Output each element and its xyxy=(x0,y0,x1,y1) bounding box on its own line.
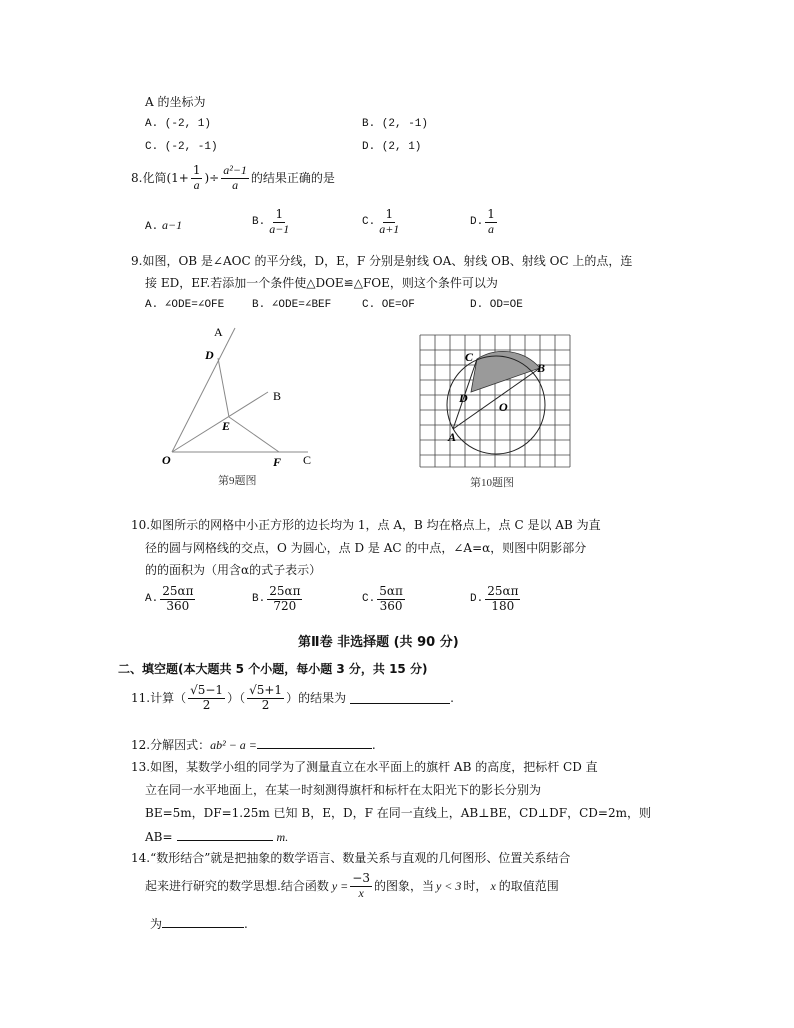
q10-option-d xyxy=(470,585,522,614)
q14-line-2-suffix: 的图象，当 xyxy=(373,879,434,894)
q10-option-a-den: 360 xyxy=(166,598,190,613)
q8-option-d xyxy=(470,208,499,237)
q12-answer-blank[interactable] xyxy=(257,737,372,749)
label-b: B xyxy=(273,389,282,403)
q10-option-b xyxy=(252,585,304,614)
q9-option-b: B. ∠ODE=∠BEF xyxy=(252,299,332,311)
q8-fraction-1 xyxy=(191,164,203,193)
label-f: F xyxy=(273,455,282,469)
q8-option-b-den: a−1 xyxy=(269,221,290,236)
q13-line-4 xyxy=(145,829,288,844)
label-a: A xyxy=(214,325,223,339)
figure-10 xyxy=(415,330,585,492)
q8-f1-den: a xyxy=(193,177,200,192)
shaded-region xyxy=(471,351,540,392)
q10-option-d-label: D. xyxy=(470,592,484,605)
q11-f1-den: 2 xyxy=(202,697,211,712)
segment-ed xyxy=(218,358,229,417)
q8-option-a xyxy=(145,218,182,234)
q13-line-2: 立在同一水平地面上，在某一时刻测得旗杆和标杆在太阳光下的影长分别为 xyxy=(145,783,542,797)
q12-expression: ab² − a = xyxy=(210,738,257,752)
q10-option-b-num: 25απ xyxy=(269,584,301,598)
q14-variable: x xyxy=(490,879,496,894)
q8-option-c-label: C. xyxy=(362,215,376,228)
q8-option-b-num: 1 xyxy=(275,207,284,221)
q10-option-c-den: 360 xyxy=(379,598,403,613)
q7-tail: A 的坐标为 xyxy=(145,95,206,109)
q9-option-a: A. ∠ODE=∠OFE xyxy=(145,299,225,311)
q14-line-3: 为 . xyxy=(150,917,248,931)
figure-10-caption: 第10题图 xyxy=(470,477,514,489)
q8-close: )÷ xyxy=(204,171,220,186)
q10-option-c-num: 5απ xyxy=(379,584,403,598)
q9-option-c: C. OE=OF xyxy=(362,299,415,311)
q8-option-d-label: D. xyxy=(470,215,484,228)
q11-mid: ）（ xyxy=(227,691,246,706)
q14-func-den: x xyxy=(358,885,364,900)
q8-option-b-label: B. xyxy=(252,215,266,228)
q14-line-3-prefix: 为 xyxy=(150,917,163,931)
label-d10: D xyxy=(459,391,468,405)
q10-option-c xyxy=(362,585,407,614)
q10-option-d-den: 180 xyxy=(491,598,515,613)
figure-9 xyxy=(150,322,330,492)
q13-line-4-prefix: AB= xyxy=(145,830,173,844)
q11-f2-den: 2 xyxy=(261,697,270,712)
q14-line-1: 14.“数形结合”就是把抽象的数学语言、数量关系与直观的几何图形、位置关系结合 xyxy=(131,851,571,865)
q10-option-c-label: C. xyxy=(362,592,376,605)
q8-f2-den: a xyxy=(232,177,239,192)
q10-line-3: 的的面积为（用含α的式子表示） xyxy=(145,563,322,577)
q8-option-a-label: A. xyxy=(145,221,159,233)
q10-line-1: 10.如图所示的网格中小正方形的边长均为 1，点 A，B 均在格点上，点 C 是以 AB 为直 xyxy=(131,518,601,532)
q14-func-num: −3 xyxy=(352,871,370,885)
figure-9-caption: 第9题图 xyxy=(218,475,257,487)
q11-answer-blank[interactable] xyxy=(350,692,450,704)
q7-option-a: A. (-2, 1) xyxy=(145,118,212,130)
q8-prefix: 8.化简 xyxy=(131,171,167,186)
ray-ob xyxy=(172,392,268,452)
q7-option-b: B. (2, -1) xyxy=(362,118,429,130)
label-d: D xyxy=(205,348,214,362)
q14-line-2-end: 时， xyxy=(463,879,488,894)
q7-option-c: C. (-2, -1) xyxy=(145,141,218,153)
q8-option-c-den: a+1 xyxy=(379,221,400,236)
section-2-title: 二、填空题(本大题共 5 个小题，每小题 3 分，共 15 分) xyxy=(118,662,428,676)
label-c: C xyxy=(303,453,312,467)
segment-ef xyxy=(229,417,279,452)
q8-f2-num: a²−1 xyxy=(223,163,247,177)
q9-option-d: D. OD=OE xyxy=(470,299,523,311)
q14-func-lhs: y = xyxy=(331,879,349,894)
q10-line-2: 径的圆与网格线的交点，O 为圆心，点 D 是 AC 的中点，∠A=α，则图中阴影部分 xyxy=(145,541,587,555)
label-o10: O xyxy=(499,400,508,414)
q7-option-d: D. (2, 1) xyxy=(362,141,422,153)
q10-option-a-label: A. xyxy=(145,592,159,605)
q8-option-b xyxy=(252,208,293,237)
label-e: E xyxy=(222,419,231,433)
q9-line-2: 接 ED，EF.若添加一个条件使△DOE≌△FOE，则这个条件可以为 xyxy=(145,276,498,290)
q11-prefix: 11.计算（ xyxy=(131,691,187,706)
q8-open: (1+ xyxy=(166,171,189,186)
q14-line-2 xyxy=(145,872,559,901)
q8-suffix: 的结果正确的是 xyxy=(250,171,335,186)
q10-option-a-num: 25απ xyxy=(162,584,194,598)
q11-f1-num: √5−1 xyxy=(190,683,224,697)
q11-f2-num: √5+1 xyxy=(249,683,283,697)
label-a10: A xyxy=(448,430,457,444)
q8-fraction-2 xyxy=(221,164,249,193)
q11-suffix: ）的结果为 xyxy=(286,691,347,706)
q14-condition: y < 3 xyxy=(435,879,462,894)
part-2-title: 第Ⅱ卷 非选择题 (共 90 分) xyxy=(298,635,459,650)
q8-option-d-den: a xyxy=(488,221,495,236)
q8-option-c xyxy=(362,208,403,237)
q13-line-4-suffix: m. xyxy=(276,830,289,844)
q13-line-1: 13.如图，某数学小组的同学为了测量直立在水平面上的旗杆 AB 的高度，把标杆 CD 直 xyxy=(131,760,598,774)
q10-option-a xyxy=(145,585,197,614)
q8-question xyxy=(131,164,335,193)
q10-option-d-num: 25απ xyxy=(487,584,519,598)
ray-oa xyxy=(172,328,235,452)
q10-option-b-label: B. xyxy=(252,592,266,605)
q14-answer-blank[interactable] xyxy=(162,916,244,928)
q8-option-c-num: 1 xyxy=(385,207,394,221)
q12-prefix: 12.分解因式： xyxy=(131,738,211,752)
q14-line-2-prefix: 起来进行研究的数学思想.结合函数 xyxy=(145,879,329,894)
label-c10: C xyxy=(465,350,474,364)
q13-line-3: BE=5m，DF=1.25m 已知 B，E，D，F 在同一直线上，AB⊥BE，CD⊥DF，CD=2m，则 xyxy=(145,806,651,820)
label-b10: B xyxy=(537,361,546,375)
q8-f1-num: 1 xyxy=(192,163,201,177)
q13-answer-blank[interactable] xyxy=(177,829,273,841)
q12-question: 12.分解因式：ab² − a = . xyxy=(131,738,376,752)
q8-option-d-num: 1 xyxy=(487,207,495,221)
q9-line-1: 9.如图，OB 是∠AOC 的平分线，D，E，F 分别是射线 OA、射线 OB、射线 OC 上的点，连 xyxy=(131,254,633,268)
q11-question: 11.计算（ $\frac{√5-1}{2}$ ）（ $\frac{√5+1}{2}$ ）的结果为 . xyxy=(131,683,454,712)
q8-option-a-value: a−1 xyxy=(162,218,183,232)
label-o: O xyxy=(162,453,171,467)
q14-line-2-tail: 的取值范围 xyxy=(498,879,559,894)
q10-option-b-den: 720 xyxy=(273,598,297,613)
